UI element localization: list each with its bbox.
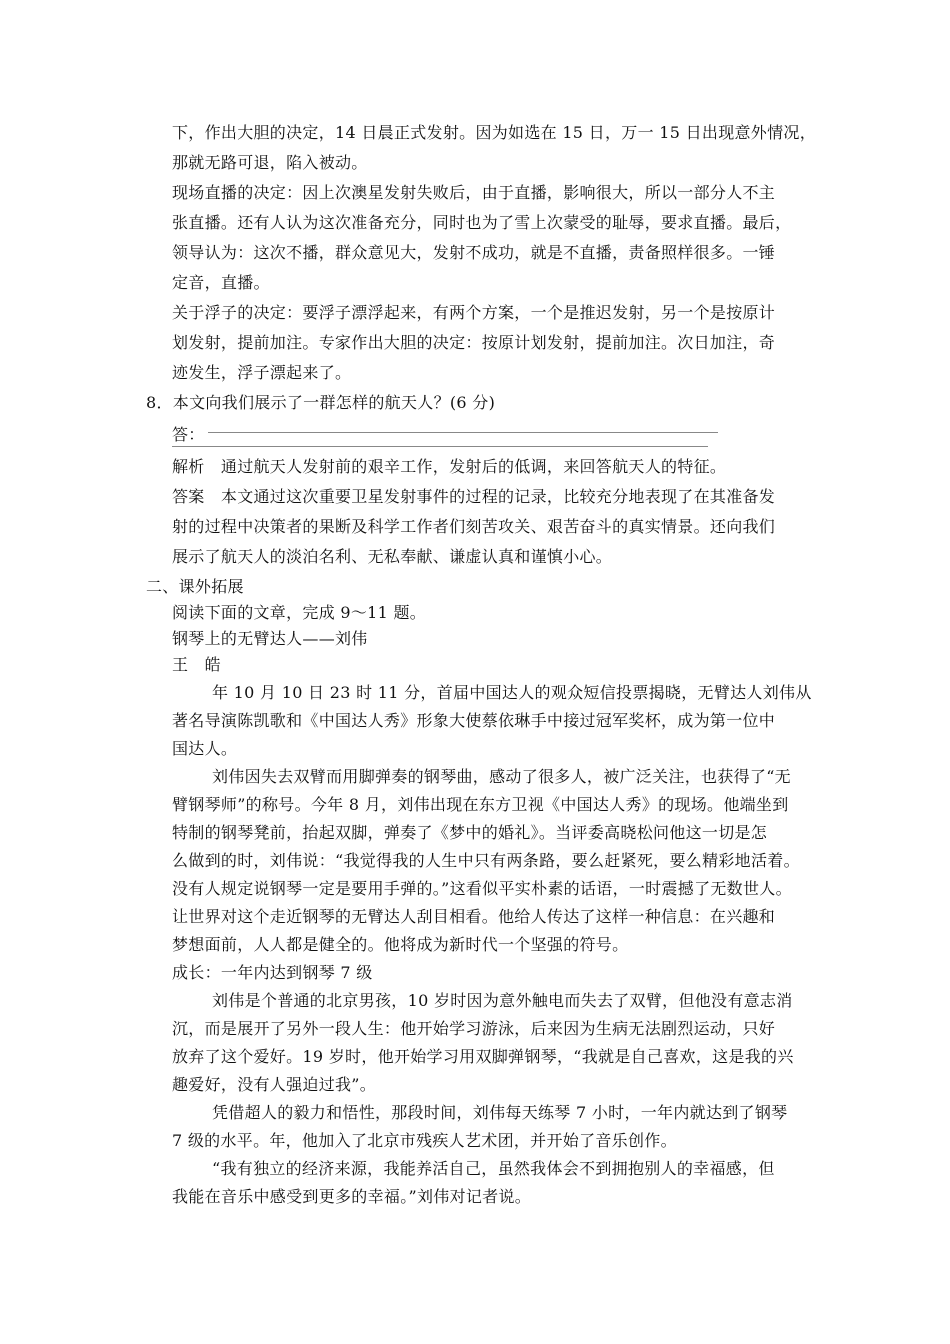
article-line: 让世界对这个走近钢琴的无臂达人刮目相看。他给人传达了这样一种信息：在兴趣和 xyxy=(172,907,776,926)
article-line: 没有人规定说钢琴一定是要用手弹的。”这看似平实朴素的话语，一时震撼了无数世人。 xyxy=(172,879,792,898)
article-line: 特制的钢琴凳前，抬起双脚，弹奏了《梦中的婚礼》。当评委高晓松问他这一切是怎 xyxy=(172,823,768,842)
answer-label: 答： xyxy=(172,425,205,444)
article-line: 国达人。 xyxy=(172,739,238,758)
question-8: 8．本文向我们展示了一群怎样的航天人？(6 分) xyxy=(146,393,496,412)
article-subheading: 成长：一年内达到钢琴 7 级 xyxy=(172,963,373,982)
section-heading: 二、课外拓展 xyxy=(146,577,244,596)
article-title: 钢琴上的无臂达人——刘伟 xyxy=(172,629,368,648)
article-line: “我有独立的经济来源，我能养活自己，虽然我体会不到拥抱别人的幸福感，但 xyxy=(212,1159,775,1178)
article-author: 王 皓 xyxy=(172,655,221,674)
article-line: 7 级的水平。年，他加入了北京市残疾人艺术团，并开始了音乐创作。 xyxy=(172,1131,677,1150)
article-line: 臂钢琴师”的称号。今年 8 月，刘伟出现在东方卫视《中国达人秀》的现场。他端坐到 xyxy=(172,795,789,814)
instruction-text: 阅读下面的文章，完成 9～11 题。 xyxy=(172,603,427,622)
answer-text: 答案 本文通过这次重要卫星发射事件的过程的记录，比较充分地表现了在其准备发 xyxy=(172,487,776,506)
text-line: 下，作出大胆的决定，14 日晨正式发射。因为如选在 15 日，万一 15 日出现意外情况， xyxy=(172,123,817,142)
answer-blank-line xyxy=(172,446,708,447)
article-line: 趣爱好，没有人强迫过我”。 xyxy=(172,1075,377,1094)
text-line: 现场直播的决定：因上次澳星发射失败后，由于直播，影响很大，所以一部分人不主 xyxy=(172,183,776,202)
article-line: 凭借超人的毅力和悟性，那段时间，刘伟每天练琴 7 小时，一年内就达到了钢琴 xyxy=(212,1103,788,1122)
answer-text: 展示了航天人的淡泊名利、无私奉献、谦虚认真和谨慎小心。 xyxy=(172,547,613,566)
text-line: 那就无路可退，陷入被动。 xyxy=(172,153,368,172)
article-line: 刘伟因失去双臂而用脚弹奏的钢琴曲，感动了很多人，被广泛关注，也获得了“无 xyxy=(212,767,791,786)
article-line: 著名导演陈凯歌和《中国达人秀》形象大使蔡依琳手中接过冠军奖杯，成为第一位中 xyxy=(172,711,776,730)
article-line: 么做到的时，刘伟说：“我觉得我的人生中只有两条路，要么赶紧死，要么精彩地活着。 xyxy=(172,851,800,870)
text-line: 关于浮子的决定：要浮子漂浮起来，有两个方案，一个是推迟发射，另一个是按原计 xyxy=(172,303,776,322)
article-line: 我能在音乐中感受到更多的幸福。”刘伟对记者说。 xyxy=(172,1187,532,1206)
article-line: 刘伟是个普通的北京男孩，10 岁时因为意外触电而失去了双臂，但他没有意志消 xyxy=(212,991,793,1010)
article-line: 梦想面前，人人都是健全的。他将成为新时代一个坚强的符号。 xyxy=(172,935,629,954)
answer-text: 射的过程中决策者的果断及科学工作者们刻苦攻关、艰苦奋斗的真实情景。还向我们 xyxy=(172,517,776,536)
text-line: 迹发生，浮子漂起来了。 xyxy=(172,363,352,382)
analysis-text: 解析 通过航天人发射前的艰辛工作，发射后的低调，来回答航天人的特征。 xyxy=(172,457,727,476)
article-line: 年 10 月 10 日 23 时 11 分，首届中国达人的观众短信投票揭晓，无臂达人刘伟从 xyxy=(212,683,812,702)
text-line: 定音，直播。 xyxy=(172,273,270,292)
article-line: 沉，而是展开了另外一段人生：他开始学习游泳，后来因为生病无法剧烈运动，只好 xyxy=(172,1019,776,1038)
answer-blank-line xyxy=(208,432,718,433)
text-line: 划发射，提前加注。专家作出大胆的决定：按原计划发射，提前加注。次日加注，奇 xyxy=(172,333,776,352)
text-line: 领导认为：这次不播，群众意见大，发射不成功，就是不直播，责备照样很多。一锤 xyxy=(172,243,776,262)
article-line: 放弃了这个爱好。19 岁时，他开始学习用双脚弹钢琴，“我就是自己喜欢，这是我的兴 xyxy=(172,1047,794,1066)
text-line: 张直播。还有人认为这次准备充分，同时也为了雪上次蒙受的耻辱，要求直播。最后， xyxy=(172,213,792,232)
